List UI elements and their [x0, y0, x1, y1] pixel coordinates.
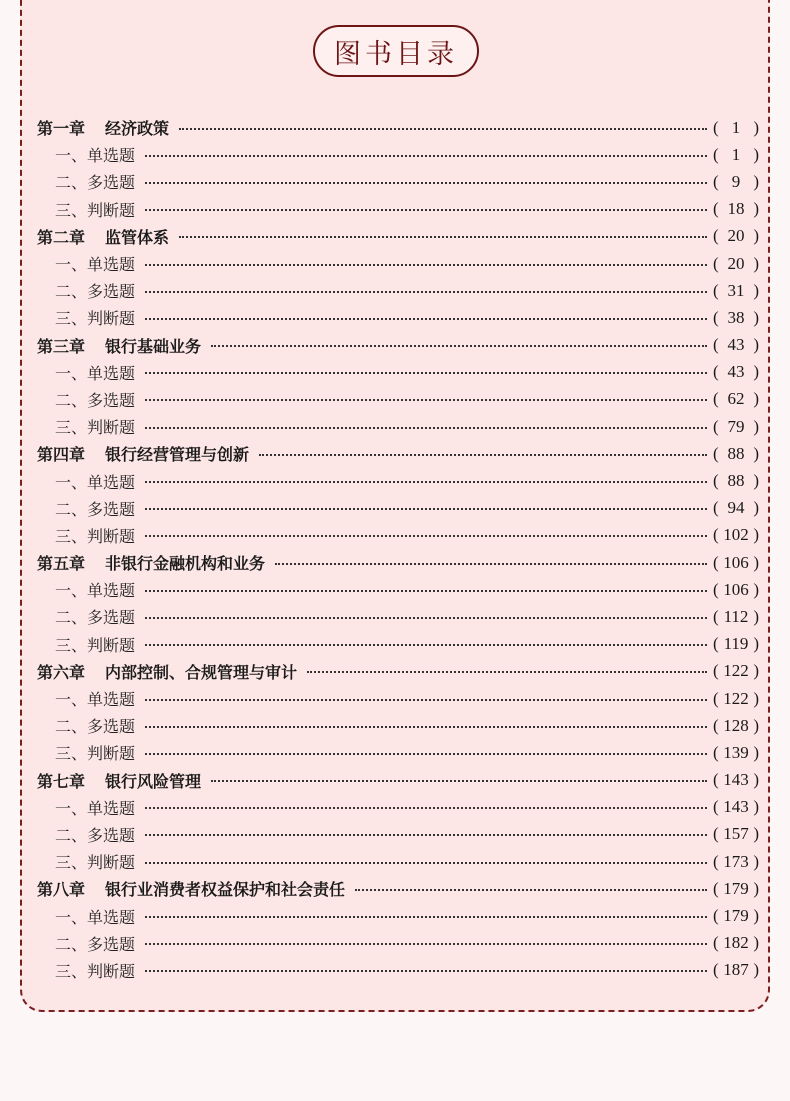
toc-section-row[interactable] — [37, 522, 759, 549]
dot-leader — [145, 508, 707, 510]
toc-chapter-row[interactable] — [37, 549, 759, 576]
toc-section-row[interactable] — [37, 712, 759, 739]
dot-leader — [145, 291, 707, 293]
toc-chapter-row[interactable] — [37, 875, 759, 902]
section-title: 三、判断题 — [55, 853, 136, 873]
toc-section-row[interactable] — [37, 957, 759, 984]
dot-leader — [145, 617, 707, 619]
toc-label — [37, 334, 211, 357]
toc-label — [55, 388, 145, 411]
page-number: ( 1 ) — [713, 144, 759, 164]
toc-label — [55, 823, 145, 846]
page-number: ( 31 ) — [713, 280, 759, 300]
toc-section-row[interactable] — [37, 794, 759, 821]
page-number: ( 106 ) — [713, 579, 759, 599]
dot-leader — [179, 236, 707, 238]
dot-leader — [145, 862, 707, 864]
toc-section-row[interactable] — [37, 930, 759, 957]
chapter-number: 第一章 — [37, 119, 86, 139]
section-title: 三、判断题 — [55, 635, 136, 655]
dot-leader — [179, 128, 707, 130]
section-title: 一、单选题 — [55, 255, 136, 275]
dot-leader — [145, 155, 707, 157]
dot-leader — [145, 834, 707, 836]
page-number: ( 173 ) — [713, 851, 759, 871]
chapter-number: 第五章 — [37, 554, 86, 574]
page-number: ( 102 ) — [713, 525, 759, 545]
toc-chapter-row[interactable] — [37, 767, 759, 794]
chapter-title: 银行经营管理与创新 — [105, 445, 250, 465]
toc-label — [55, 198, 145, 221]
toc-label — [37, 660, 307, 683]
toc-label — [55, 143, 145, 166]
section-title: 一、单选题 — [55, 363, 136, 383]
section-title: 一、单选题 — [55, 472, 136, 492]
toc-section-row[interactable] — [37, 277, 759, 304]
toc-section-row[interactable] — [37, 495, 759, 522]
toc-section-row[interactable] — [37, 685, 759, 712]
chapter-title: 银行风险管理 — [105, 771, 202, 791]
toc-section-row[interactable] — [37, 467, 759, 494]
chapter-number: 第七章 — [37, 771, 86, 791]
dot-leader — [145, 427, 707, 429]
section-title: 二、多选题 — [55, 499, 136, 519]
toc-section-row[interactable] — [37, 196, 759, 223]
dot-leader — [145, 399, 707, 401]
chapter-title: 银行基础业务 — [105, 336, 202, 356]
page-number: ( 157 ) — [713, 824, 759, 844]
toc-chapter-row[interactable] — [37, 332, 759, 359]
section-title: 三、判断题 — [55, 526, 136, 546]
dot-leader — [145, 182, 707, 184]
section-title: 三、判断题 — [55, 418, 136, 438]
section-title: 三、判断题 — [55, 961, 136, 981]
toc-chapter-row[interactable] — [37, 440, 759, 467]
chapter-title: 银行业消费者权益保护和社会责任 — [105, 880, 346, 900]
page-number: ( 119 ) — [713, 634, 759, 654]
page-number: ( 20 ) — [713, 226, 759, 246]
page-number: ( 43 ) — [713, 362, 759, 382]
dot-leader — [355, 889, 707, 891]
toc-section-row[interactable] — [37, 250, 759, 277]
chapter-title: 经济政策 — [105, 119, 170, 139]
toc-section-row[interactable] — [37, 848, 759, 875]
toc-section-row[interactable] — [37, 413, 759, 440]
page-number: ( 62 ) — [713, 389, 759, 409]
page-number: ( 179 ) — [713, 906, 759, 926]
dot-leader — [145, 481, 707, 483]
dot-leader — [145, 699, 707, 701]
toc-label — [37, 769, 211, 792]
toc-label — [37, 225, 179, 248]
chapter-number: 第三章 — [37, 336, 86, 356]
toc-section-row[interactable] — [37, 141, 759, 168]
toc-label — [55, 741, 145, 764]
dot-leader — [145, 916, 707, 918]
section-title: 二、多选题 — [55, 608, 136, 628]
toc-label — [37, 442, 259, 465]
dot-leader — [145, 264, 707, 266]
page-number: ( 112 ) — [713, 606, 759, 626]
dot-leader — [145, 726, 707, 728]
toc-section-row[interactable] — [37, 168, 759, 195]
section-title: 一、单选题 — [55, 146, 136, 166]
toc-label — [55, 306, 145, 329]
toc-chapter-row[interactable] — [37, 223, 759, 250]
toc-label — [37, 116, 179, 139]
dot-leader — [145, 970, 707, 972]
section-title: 三、判断题 — [55, 309, 136, 329]
toc-section-row[interactable] — [37, 386, 759, 413]
page-number: ( 143 ) — [713, 797, 759, 817]
toc-label — [37, 877, 355, 900]
section-title: 一、单选题 — [55, 798, 136, 818]
page-number: ( 38 ) — [713, 307, 759, 327]
dot-leader — [307, 671, 707, 673]
toc-label — [37, 551, 275, 574]
section-title: 二、多选题 — [55, 173, 136, 193]
page-number: ( 122 ) — [713, 688, 759, 708]
chapter-number: 第八章 — [37, 880, 86, 900]
toc-section-row[interactable] — [37, 576, 759, 603]
toc-panel — [20, 0, 770, 1012]
dot-leader — [145, 644, 707, 646]
toc-section-row[interactable] — [37, 902, 759, 929]
dot-leader — [275, 563, 707, 565]
section-title: 一、单选题 — [55, 690, 136, 710]
chapter-title: 内部控制、合规管理与审计 — [105, 662, 298, 682]
section-title: 二、多选题 — [55, 282, 136, 302]
toc-label — [55, 497, 145, 520]
section-title: 二、多选题 — [55, 390, 136, 410]
page-number: ( 79 ) — [713, 416, 759, 436]
page-number: ( 9 ) — [713, 171, 759, 191]
toc-chapter-row[interactable] — [37, 658, 759, 685]
toc-label — [55, 170, 145, 193]
section-title: 一、单选题 — [55, 581, 136, 601]
toc-label — [55, 687, 145, 710]
dot-leader — [145, 943, 707, 945]
section-title: 一、单选题 — [55, 907, 136, 927]
page-number: ( 106 ) — [713, 552, 759, 572]
dot-leader — [145, 807, 707, 809]
toc-label — [55, 524, 145, 547]
dot-leader — [145, 535, 707, 537]
toc-section-row[interactable] — [37, 359, 759, 386]
chapter-title: 非银行金融机构和业务 — [105, 554, 266, 574]
chapter-number: 第二章 — [37, 227, 86, 247]
page-number: ( 182 ) — [713, 933, 759, 953]
chapter-number: 第六章 — [37, 662, 86, 682]
toc-chapter-row[interactable] — [37, 114, 759, 141]
toc-label — [55, 850, 145, 873]
toc-label — [55, 470, 145, 493]
toc-label — [55, 633, 145, 656]
dot-leader — [145, 372, 707, 374]
page-number: ( 1 ) — [713, 117, 759, 137]
dot-leader — [211, 780, 707, 782]
toc-label — [55, 932, 145, 955]
toc-label — [55, 415, 145, 438]
page-number: ( 94 ) — [713, 498, 759, 518]
page-number: ( 179 ) — [713, 878, 759, 898]
page-number: ( 88 ) — [713, 471, 759, 491]
page-number: ( 187 ) — [713, 960, 759, 980]
toc-label — [55, 252, 145, 275]
dot-leader — [145, 753, 707, 755]
page-number: ( 122 ) — [713, 661, 759, 681]
dot-leader — [145, 318, 707, 320]
page-number: ( 18 ) — [713, 199, 759, 219]
toc-label — [55, 714, 145, 737]
chapter-title: 监管体系 — [105, 227, 170, 247]
section-title: 二、多选题 — [55, 825, 136, 845]
toc-label — [55, 905, 145, 928]
toc-label — [55, 605, 145, 628]
toc-label — [55, 279, 145, 302]
toc-section-row[interactable] — [37, 603, 759, 630]
toc-section-row[interactable] — [37, 739, 759, 766]
page-number: ( 128 ) — [713, 715, 759, 735]
page-number: ( 43 ) — [713, 335, 759, 355]
dot-leader — [259, 454, 707, 456]
toc-label — [55, 361, 145, 384]
page-number: ( 139 ) — [713, 742, 759, 762]
dot-leader — [145, 209, 707, 211]
page-number: ( 88 ) — [713, 443, 759, 463]
section-title: 二、多选题 — [55, 934, 136, 954]
chapter-number: 第四章 — [37, 445, 86, 465]
dot-leader — [145, 590, 707, 592]
page-number: ( 143 ) — [713, 770, 759, 790]
page-number: ( 20 ) — [713, 253, 759, 273]
page-title: 图书目录 — [313, 25, 479, 77]
dot-leader — [211, 345, 707, 347]
toc-label — [55, 796, 145, 819]
toc-list — [37, 114, 759, 984]
toc-section-row[interactable] — [37, 631, 759, 658]
section-title: 三、判断题 — [55, 744, 136, 764]
toc-label — [55, 578, 145, 601]
section-title: 二、多选题 — [55, 717, 136, 737]
section-title: 三、判断题 — [55, 200, 136, 220]
toc-section-row[interactable] — [37, 821, 759, 848]
toc-label — [55, 959, 145, 982]
toc-section-row[interactable] — [37, 304, 759, 331]
